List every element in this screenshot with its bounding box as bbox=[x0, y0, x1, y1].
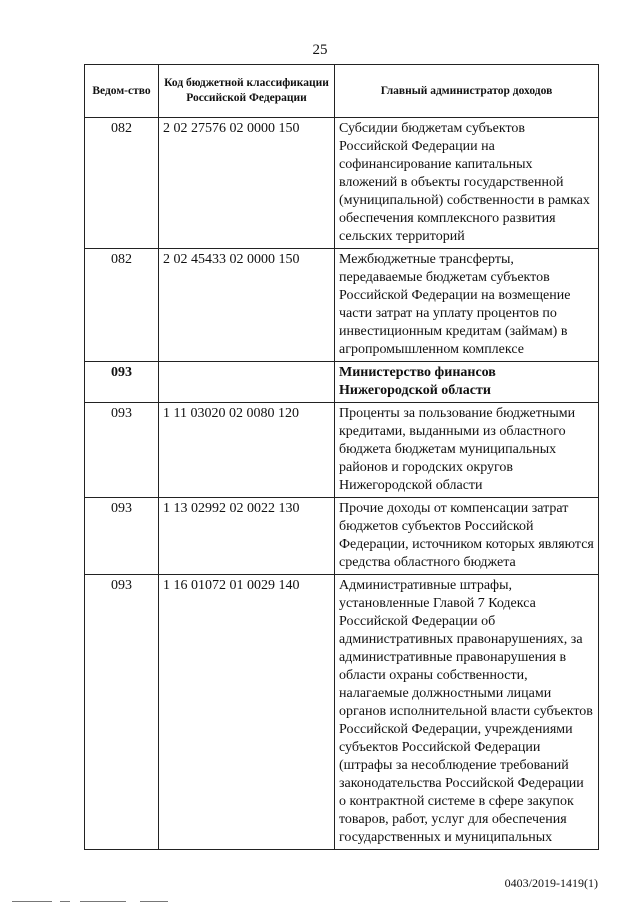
admin-cell: Субсидии бюджетам субъектов Российской Федерации на софинансирование капитальных вложений в объекты государственной (муниципальной) собственности в рамках обеспечения комплексного развития сельских территорий bbox=[335, 118, 599, 249]
code-cell: 2 02 27576 02 0000 150 bbox=[159, 118, 335, 249]
admin-cell: Министерство финансов Нижегородской области bbox=[335, 362, 599, 403]
budget-classification-table bbox=[84, 64, 599, 850]
table-row bbox=[85, 249, 599, 362]
code-cell: 1 16 01072 01 0029 140 bbox=[159, 575, 335, 850]
table-row bbox=[85, 403, 599, 498]
admin-cell: Проценты за пользование бюджетными кредитами, выданными из областного бюджета бюджетам муниципальных районов и городских округов Нижегородской области bbox=[335, 403, 599, 498]
code-cell: 1 11 03020 02 0080 120 bbox=[159, 403, 335, 498]
dept-cell: 093 bbox=[85, 362, 159, 403]
scan-edge-marks bbox=[0, 898, 640, 905]
table-row bbox=[85, 118, 599, 249]
table-header-row bbox=[85, 65, 599, 118]
dept-cell: 093 bbox=[85, 575, 159, 850]
table-row bbox=[85, 362, 599, 403]
header-dept: Ведом-ство bbox=[85, 65, 159, 118]
code-cell: 1 13 02992 02 0022 130 bbox=[159, 498, 335, 575]
header-code: Код бюджетной классификации Российской Федерации bbox=[159, 65, 335, 118]
dept-cell: 082 bbox=[85, 118, 159, 249]
table-row bbox=[85, 575, 599, 850]
dept-cell: 082 bbox=[85, 249, 159, 362]
header-admin: Главный администратор доходов bbox=[335, 65, 599, 118]
dept-cell: 093 bbox=[85, 498, 159, 575]
table-row bbox=[85, 498, 599, 575]
admin-cell: Межбюджетные трансферты, передаваемые бюджетам субъектов Российской Федерации на возмещение части затрат на уплату процентов по инвестиционным кредитам (займам) в агропромышленном комплексе bbox=[335, 249, 599, 362]
dept-cell: 093 bbox=[85, 403, 159, 498]
code-cell: 2 02 45433 02 0000 150 bbox=[159, 249, 335, 362]
code-cell bbox=[159, 362, 335, 403]
admin-cell: Административные штрафы, установленные Главой 7 Кодекса Российской Федерации об административных правонарушениях, за административные правонарушения в области охраны собственности, налагаемые должностными лицами органов исполнительной власти субъектов Российской Федерации, учреждениями субъектов Российской Федерации (штрафы за несоблюдение требований законодательства Российской Федерации о контрактной системе в сфере закупок товаров, работ, услуг для обеспечения государственных и муниципальных bbox=[335, 575, 599, 850]
document-number: 0403/2019-1419(1) bbox=[504, 876, 598, 890]
page-number: 25 bbox=[312, 42, 328, 58]
admin-cell: Прочие доходы от компенсации затрат бюджетов субъектов Российской Федерации, источником которых являются средства областного бюджета bbox=[335, 498, 599, 575]
